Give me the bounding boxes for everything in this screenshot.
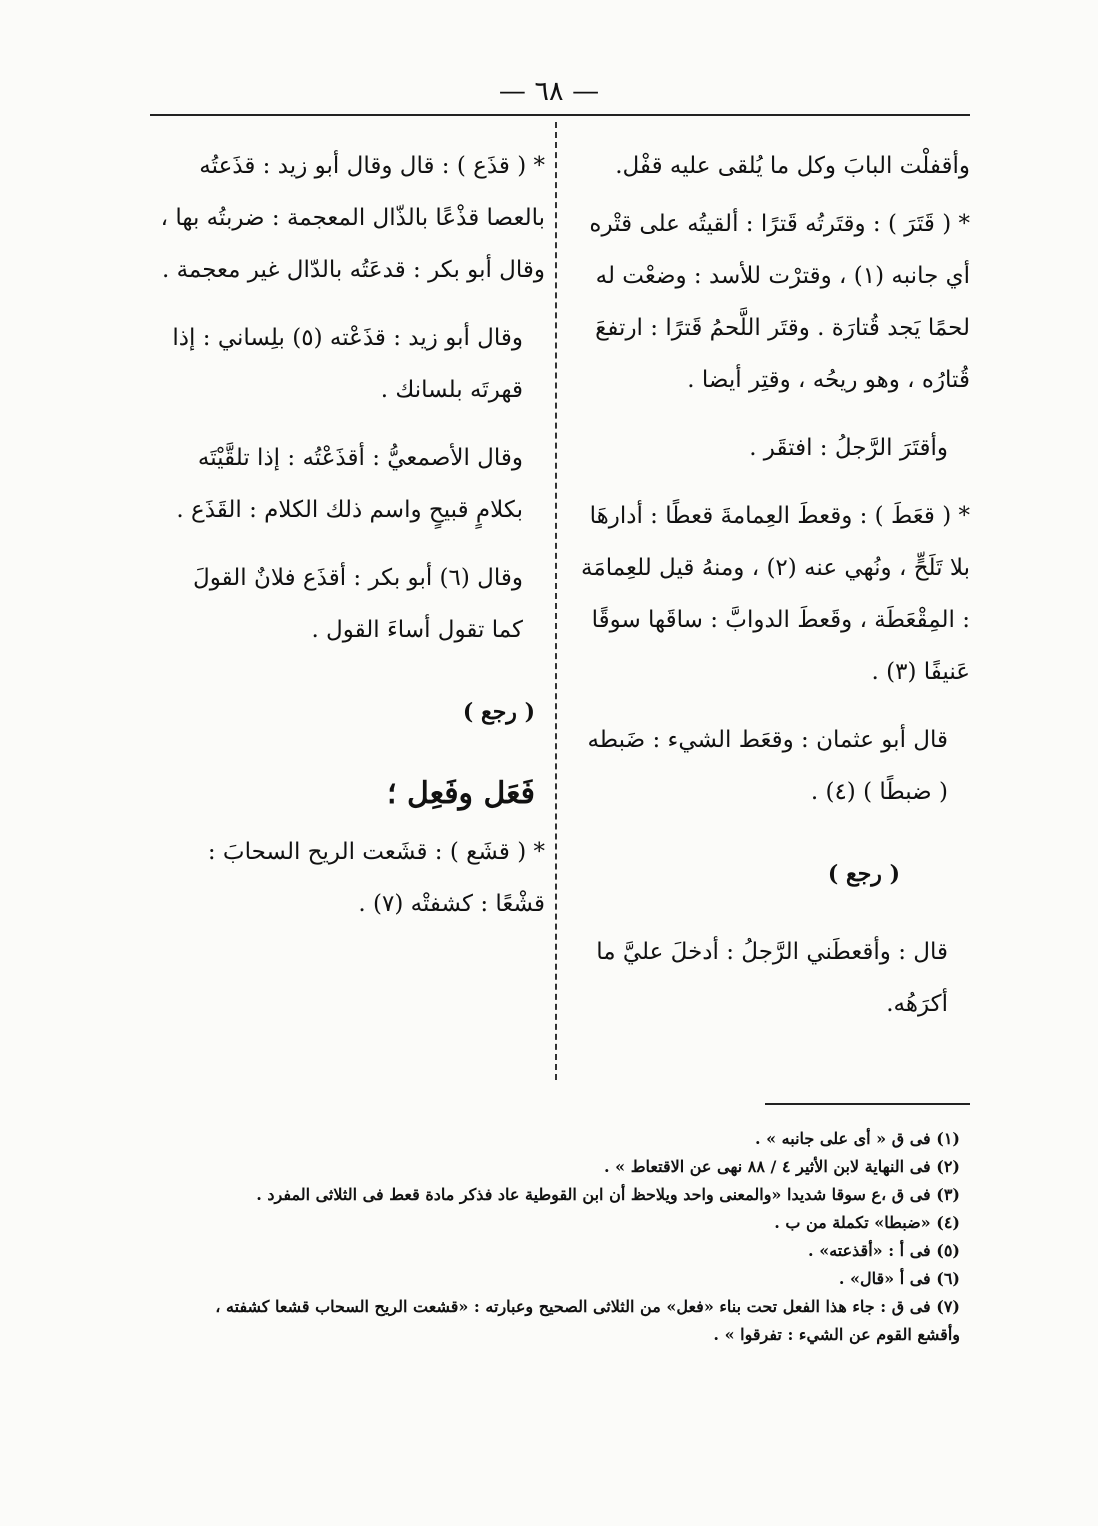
right-entry-aqtani: قال : وأقعطَني الرَّجلُ : أدخلَ عليَّ ما أكرَهُه. (596, 939, 948, 1017)
page-number: — ٦٨ — (498, 76, 600, 107)
footnote-1: (١) فى ق « أى على جانبه » . (754, 1129, 960, 1148)
footnote-7-continued: وأقشع القوم عن الشيء : تفرقوا » . (713, 1325, 960, 1344)
column-divider (555, 122, 557, 1080)
right-entry-1: وأقفلْت البابَ وكل ما يُلقى عليه قفْل. (615, 153, 970, 179)
footnote-3: (٣) فى ق ،ع سوقا شديدا «والمعنى واحد ويلاحظ أن ابن القوطية عاد فذكر مادة قعط فى الثلاثى المفرد . (256, 1185, 960, 1204)
footnote-4: (٤) «ضبطا» تكملة من ب . (774, 1213, 960, 1232)
left-column (160, 140, 545, 946)
right-column (575, 140, 970, 1046)
left-entry-abu-zayd: وقال أبو زيد : قذَعْته (٥) بلِساني : إذا قهرتَه بلسانك . (172, 325, 523, 403)
left-entry-abu-bakr: وقال (٦) أبو بكر : أقذَع فلانٌ القولَ كما تقول أساءَ القول . (193, 565, 523, 643)
footnote-7: (٧) فى ق : جاء هذا الفعل تحت بناء «فعل» من الثلاثى الصحيح وعبارته : «قشعت الريح السحاب قشعا كشفته ، (215, 1297, 960, 1316)
right-entry-abu-uthman: قال أبو عثمان : وقعَط الشيء : ضَبطه ( ضبطًا ) (٤) . (587, 727, 948, 805)
left-entry-qasha: * ( قشَع ) : قشَعت الريح السحابَ : قشْعًا : كشفتْه (٧) . (207, 839, 545, 917)
right-ref-return: ( رجع ) (827, 861, 900, 887)
section-title: فَعَل وفَعِل ؛ (387, 776, 535, 811)
left-entry-qadha: * ( قذَع ) : قال وقال أبو زيد : قذَعتُه بالعصا قذْعًا بالذّال المعجمة : ضربتُه بها ، وقال أبو بكر : قدعَتُه بالدّال غير معجمة . (160, 153, 545, 283)
right-entry-aqtara: وأقتَرَ الرَّجلُ : افتقَر . (749, 435, 948, 461)
footnote-5: (٥) فى أ : «أقذعته» . (808, 1241, 960, 1260)
right-entry-qatara: * ( قَتَرَ ) : وقتَرتُه قَترًا : ألقيتُه على قتْره أي جانبه (١) ، وقترْت للأسد : وضعْت له لحمًا يَجد قُتارَة . وقتَر اللَّحمُ قَترًا : ارتفعَ قُتارُه ، وهو ريحُه ، وقتِر أيضا . (589, 211, 970, 393)
header-rule (150, 114, 970, 116)
footnotes (160, 1125, 960, 1349)
footnote-rule (765, 1103, 970, 1105)
left-entry-asmai: وقال الأصمعيُّ : أقذَعْتُه : إذا تلقَّيْتَه بكلامٍ قبيحٍ واسم ذلك الكلام : القَذَع . (176, 445, 523, 523)
right-entry-qaata: * ( قعَطَ ) : وقعطَ العِمامةَ قعطًا : أدارهَا بلا تَلَحٍّ ، ونُهي عنه (٢) ، ومنهُ قيل للعِمامَة : المِقْعَطَة ، وقَعطَ الدوابَّ : ساقَها سوقًا عَنيفًا (٣) . (581, 503, 970, 685)
footnote-2: (٢) فى النهاية لابن الأثير ٤ / ٨٨ نهى عن الاقتعاط » . (604, 1157, 960, 1176)
footnote-6: (٦) فى أ «قال» . (838, 1269, 960, 1288)
left-ref-return: ( رجع ) (462, 699, 535, 725)
